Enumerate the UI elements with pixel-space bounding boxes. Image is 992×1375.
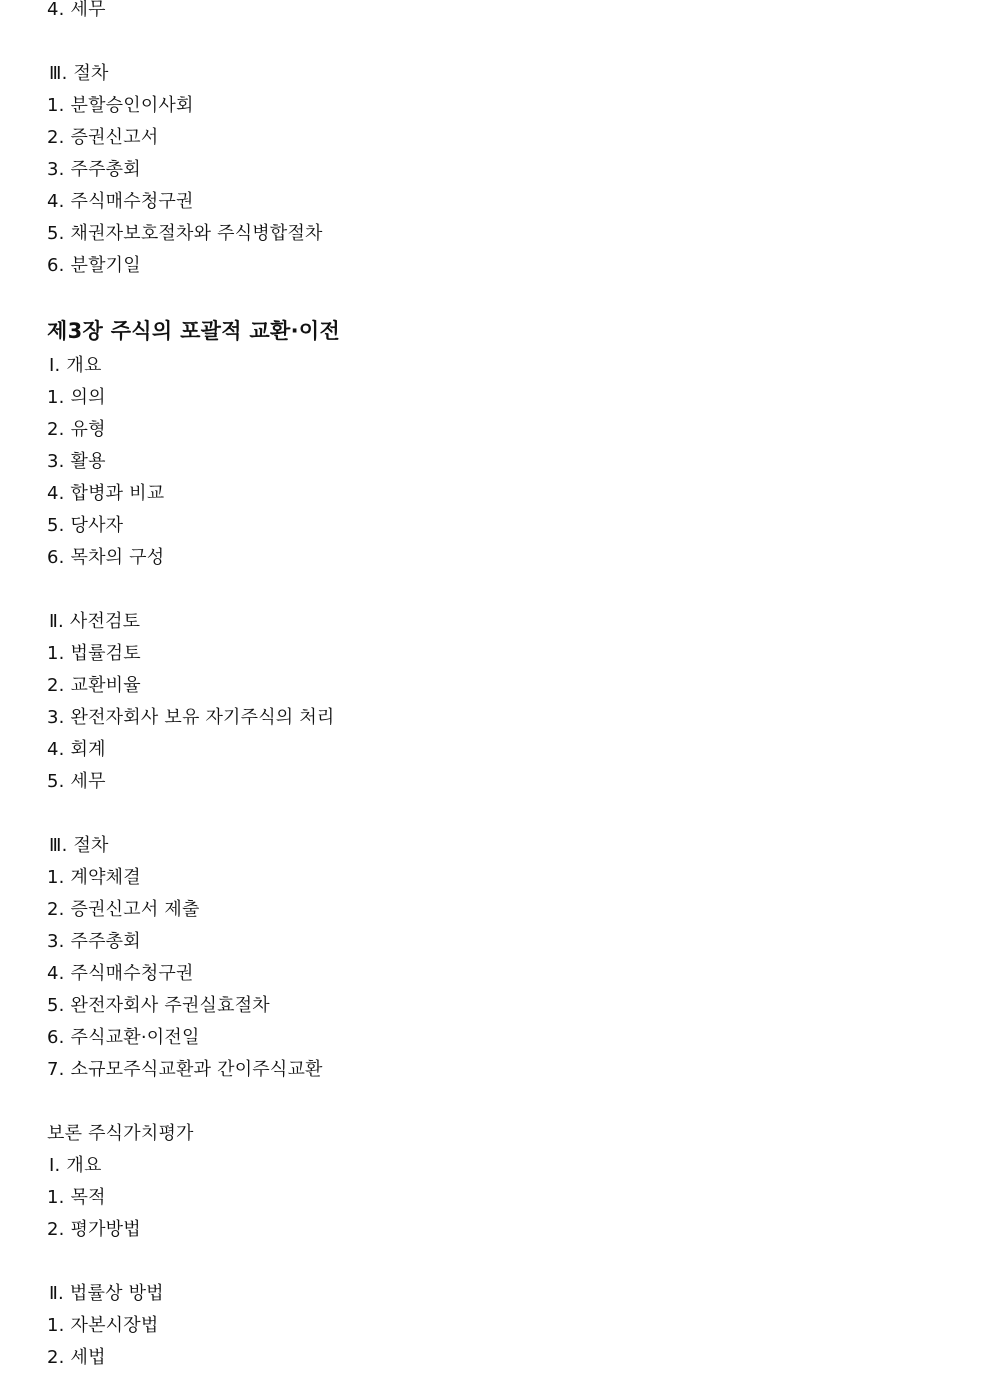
section-heading: Ⅰ. 개요 <box>49 355 102 376</box>
table-of-contents <box>47 0 947 1374</box>
toc-item: 3. 활용 <box>47 451 106 472</box>
toc-item: 2. 세법 <box>47 1347 106 1368</box>
toc-item: 1. 분할승인이사회 <box>47 95 194 116</box>
toc-item: 4. 주식매수청구권 <box>47 191 194 212</box>
spacer <box>47 574 947 606</box>
toc-item: 2. 평가방법 <box>47 1219 141 1240</box>
toc-item: 4. 세무 <box>47 0 106 20</box>
toc-item: 2. 유형 <box>47 419 106 440</box>
toc-item: 1. 의의 <box>47 387 106 408</box>
spacer <box>47 282 947 314</box>
toc-item: 7. 소규모주식교환과 간이주식교환 <box>47 1059 323 1080</box>
toc-item: 6. 목차의 구성 <box>47 547 165 568</box>
toc-item: 5. 완전자회사 주권실효절차 <box>47 995 270 1016</box>
toc-item: 1. 법률검토 <box>47 643 141 664</box>
toc-item: 5. 세무 <box>47 771 106 792</box>
toc-item: 1. 자본시장법 <box>47 1315 159 1336</box>
toc-item: 2. 증권신고서 <box>47 127 159 148</box>
toc-item: 4. 합병과 비교 <box>47 483 165 504</box>
appendix-heading: 보론 주식가치평가 <box>47 1123 194 1144</box>
section-heading: Ⅲ. 절차 <box>49 835 109 856</box>
toc-item: 5. 채권자보호절차와 주식병합절차 <box>47 223 323 244</box>
spacer <box>47 1246 947 1278</box>
section-heading: Ⅰ. 개요 <box>49 1155 102 1176</box>
section-heading: Ⅲ. 절차 <box>49 63 109 84</box>
toc-item: 3. 완전자회사 보유 자기주식의 처리 <box>47 707 335 728</box>
toc-item: 2. 교환비율 <box>47 675 141 696</box>
toc-item: 1. 목적 <box>47 1187 106 1208</box>
toc-item: 4. 주식매수청구권 <box>47 963 194 984</box>
toc-item: 3. 주주총회 <box>47 931 141 952</box>
toc-item: 1. 계약체결 <box>47 867 141 888</box>
toc-item: 6. 분할기일 <box>47 255 141 276</box>
spacer <box>47 798 947 830</box>
toc-item: 2. 증권신고서 제출 <box>47 899 200 920</box>
toc-item: 5. 당사자 <box>47 515 124 536</box>
toc-item: 6. 주식교환·이전일 <box>47 1027 200 1048</box>
spacer <box>47 26 947 58</box>
spacer <box>47 1086 947 1118</box>
section-heading: Ⅱ. 사전검토 <box>49 611 141 632</box>
toc-item: 4. 회계 <box>47 739 106 760</box>
section-heading: Ⅱ. 법률상 방법 <box>49 1283 164 1304</box>
chapter-title: 제3장 주식의 포괄적 교환·이전 <box>47 319 341 343</box>
toc-item: 3. 주주총회 <box>47 159 141 180</box>
